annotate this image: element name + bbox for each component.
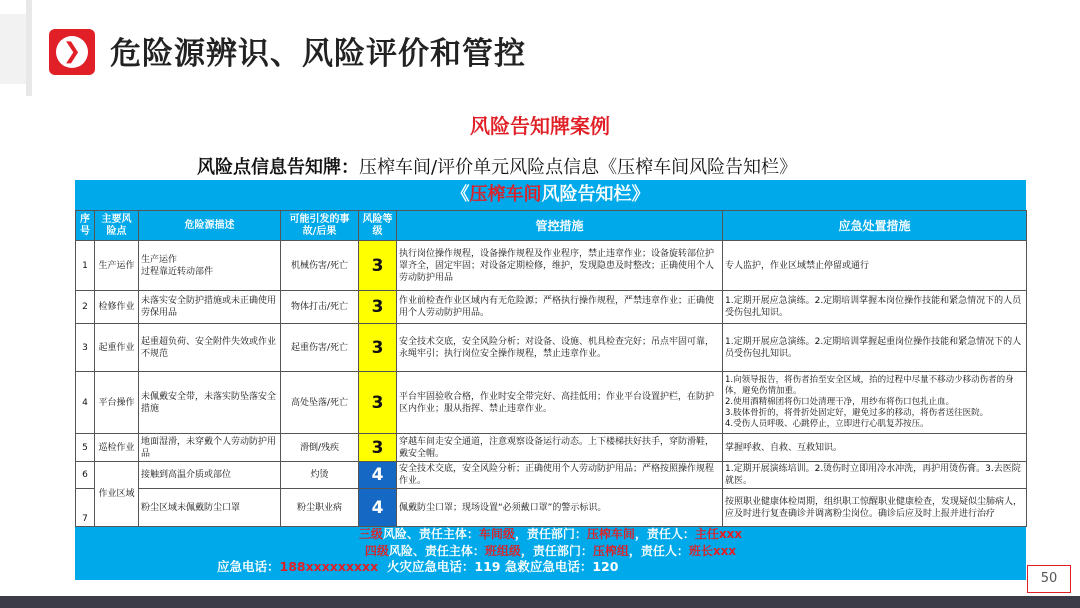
cell-point: 起重作业 — [95, 324, 139, 372]
table-row — [76, 462, 1027, 489]
table-row — [76, 241, 1027, 291]
cell-consequence: 高处坠落/死亡 — [281, 372, 359, 434]
cell-consequence: 物体打击/死亡 — [281, 291, 359, 324]
cell-hazard: 未佩戴安全带，未落实防坠落安全措施 — [139, 372, 281, 434]
table-row — [76, 372, 1027, 434]
bottom-bar — [0, 596, 1080, 608]
board-title-white: 风险告知栏》 — [541, 184, 650, 205]
cell-point: 平台操作 — [95, 372, 139, 434]
footer-line-level3 — [75, 525, 1026, 542]
cell-no: 4 — [76, 372, 95, 434]
cell-hazard: 未落实安全防护措施或未正确使用劳保用品 — [139, 291, 281, 324]
footer-l3-b: 风险、责任主体： — [382, 527, 479, 541]
cell-level: 4 — [359, 489, 397, 527]
risk-table — [75, 210, 1027, 527]
cell-control: 佩戴防尘口罩；现场设置“必须戴口罩”的警示标识。 — [397, 489, 723, 527]
cell-emergency: 专人监护，作业区域禁止停留或通行 — [723, 241, 1027, 291]
cell-point: 检修作业 — [95, 291, 139, 324]
cell-control: 平台牢固验收合格，作业时安全带完好、高挂低用；作业平台设置护栏，在防护区内作业；服从指挥、禁止违章作业。 — [397, 372, 723, 434]
cell-emergency: 1.定期开展演练培训。2.烫伤时立即用冷水冲洗，再护用烫伤膏。3.去医院就医。 — [723, 462, 1027, 489]
cell-level: 3 — [359, 372, 397, 434]
cell-emergency: 按照职业健康体检周期，组织职工惊醒职业健康检查，发现疑似尘肺病人，应及时进行复查确诊并调离粉尘岗位。确诊后应及时上报并进行治疗 — [723, 489, 1027, 527]
chevron-right-icon: ❯ — [56, 36, 88, 68]
info-label: 风险点信息告知牌： — [197, 157, 359, 178]
footer-l4-f: ，责任人： — [628, 544, 689, 558]
cell-level: 4 — [359, 462, 397, 489]
cell-level: 3 — [359, 324, 397, 372]
footer-l4-c: 班组级 — [484, 544, 521, 558]
cell-control: 穿越车间走安全通道，注意观察设备运行动态。上下楼梯扶好扶手，穿防滑鞋，戴安全帽。 — [397, 434, 723, 462]
footer-l4-g: 班长xxx — [688, 544, 737, 558]
cell-control: 作业前检查作业区域内有无危险源；严格执行操作规程，严禁违章作业；正确使用个人劳动防护用品。 — [397, 291, 723, 324]
risk-notice-board — [75, 180, 1026, 580]
subtitle: 风险告知牌案例 — [470, 114, 610, 138]
cell-consequence: 起重伤害/死亡 — [281, 324, 359, 372]
cell-hazard: 接触到高温介质或部位 — [139, 462, 281, 489]
cell-emergency: 掌握呼救、自救、互救知识。 — [723, 434, 1027, 462]
footer-l3-f: ，责任人： — [634, 527, 695, 541]
cell-level: 3 — [359, 241, 397, 291]
board-title-open: 《 — [451, 184, 470, 205]
cell-hazard: 粉尘区域未佩戴防尘口罩 — [139, 489, 281, 527]
cell-consequence: 机械伤害/死亡 — [281, 241, 359, 291]
footer-contact-line — [217, 559, 1026, 574]
footer-contact-phone: 188xxxxxxxxx — [279, 559, 379, 574]
table-header-row — [76, 211, 1027, 241]
cell-hazard: 生产运作 过程靠近转动部件 — [139, 241, 281, 291]
decor-bar — [0, 14, 26, 84]
cell-control: 安全技术交底，安全风险分析；正确使用个人劳动防护用品；严格按照操作规程作业。 — [397, 462, 723, 489]
cell-consequence: 粉尘职业病 — [281, 489, 359, 527]
cell-no: 7 — [76, 489, 95, 527]
cell-control: 安全技术交底，安全风险分析；对设备、设施、机具检查完好；吊点牢固可靠，永绳牢引；执行岗位安全操作规程，禁止违章作业。 — [397, 324, 723, 372]
cell-hazard: 地面湿滑，未穿戴个人劳动防护用品 — [139, 434, 281, 462]
footer-l3-c: 车间级 — [478, 527, 515, 541]
board-title — [75, 180, 1026, 210]
footer-l4-d: ，责任部门： — [520, 544, 593, 558]
info-line — [197, 153, 797, 179]
col-header-emergency: 应急处置措施 — [723, 211, 1027, 241]
cell-no: 2 — [76, 291, 95, 324]
footer-contact-other: 火灾应急电话：119 急救应急电话：120 — [386, 559, 619, 574]
footer-l4-e: 压榨组 — [592, 544, 629, 558]
cell-point: 巡检作业 — [95, 434, 139, 462]
cell-emergency: 1.定期开展应急演练。2.定期培训掌握起重岗位操作技能和紧急情况下的人员受伤包扎知识。 — [723, 324, 1027, 372]
footer-contact-label: 应急电话： — [217, 559, 280, 574]
cell-hazard: 起重超负荷、安全附件失效或作业不规范 — [139, 324, 281, 372]
footer-l4-a: 四级 — [364, 544, 389, 558]
cell-emergency: 1.向领导报告，将伤者抬至安全区域，抬的过程中尽量不移动少移动伤者的身体，避免伤情加重。 2.使用酒精棉团将伤口处清理干净，用纱布将伤口包扎止血。 3.肢体骨折的，将骨折处固定好，避免过多的移动，将伤者送往医院。 4.受伤人员呼吸、心跳停止，立即进行心肌复苏按压。 — [723, 372, 1027, 434]
table-row — [76, 291, 1027, 324]
cell-no: 5 — [76, 434, 95, 462]
cell-consequence: 滑倒/残疾 — [281, 434, 359, 462]
page-title: 危险源辨识、风险评价和管控 — [110, 36, 526, 72]
page-number: 50 — [1027, 565, 1071, 593]
col-header-point: 主要风险点 — [95, 211, 139, 241]
cell-no: 3 — [76, 324, 95, 372]
col-header-consequence: 可能引发的事故/后果 — [281, 211, 359, 241]
section-badge — [49, 29, 95, 75]
col-header-hazard: 危险源描述 — [139, 211, 281, 241]
cell-emergency: 1.定期开展应急演练。2.定期培训掌握本岗位操作技能和紧急情况下的人员受伤包扎知识。 — [723, 291, 1027, 324]
cell-no: 1 — [76, 241, 95, 291]
footer-l4-b: 风险、责任主体： — [388, 544, 485, 558]
footer-l3-e: 压榨车间 — [586, 527, 635, 541]
cell-consequence: 灼烫 — [281, 462, 359, 489]
cell-level: 3 — [359, 434, 397, 462]
footer-l3-a: 三级 — [358, 527, 383, 541]
cell-level: 3 — [359, 291, 397, 324]
footer-line-level4 — [75, 542, 1026, 559]
col-header-no: 序号 — [76, 211, 95, 241]
footer-l3-d: ，责任部门： — [514, 527, 587, 541]
table-row — [76, 489, 1027, 527]
cell-point: 生产运作 — [95, 241, 139, 291]
footer-l3-g: 主任xxx — [694, 527, 743, 541]
col-header-control: 管控措施 — [397, 211, 723, 241]
cell-no: 6 — [76, 462, 95, 489]
responsibility-footer — [75, 525, 1026, 580]
col-header-level: 风险等级 — [359, 211, 397, 241]
table-row — [76, 434, 1027, 462]
table-row — [76, 324, 1027, 372]
board-title-red: 压榨车间 — [469, 184, 542, 205]
cell-control: 执行岗位操作规程，设备操作规程及作业程序，禁止违章作业；设备旋转部位护罩齐全，固定牢固；对设备定期检修，维护，发现隐患及时整改；正确使用个人劳动防护用品 — [397, 241, 723, 291]
decor-line — [26, 0, 32, 96]
cell-point: 作业区域 — [95, 462, 139, 527]
info-text: 压榨车间/评价单元风险点信息《压榨车间风险告知栏》 — [359, 157, 798, 178]
